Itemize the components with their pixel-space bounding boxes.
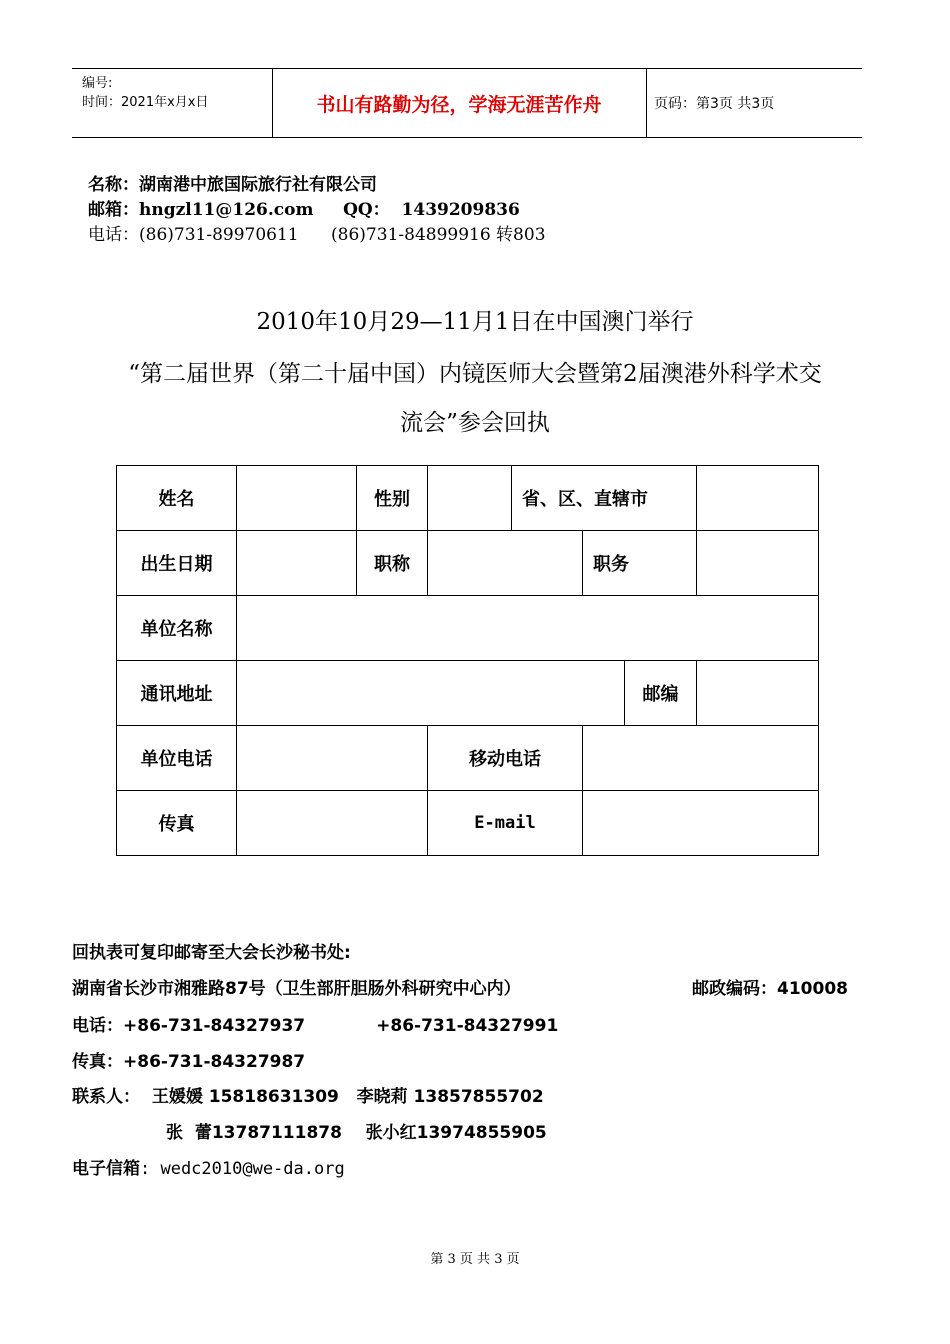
fax-line: 传真：+86-731-84327987 — [72, 1052, 306, 1072]
postal-code-line: 邮政编码：410008 — [692, 979, 848, 999]
label-region: 省、区、直辖市 — [512, 466, 697, 531]
qq-label: QQ： — [343, 200, 390, 220]
registration-form — [116, 465, 819, 856]
doc-title-line2: “第二届世界（第二十届中国）内镜医师大会暨第2届澳港外科学术交 — [128, 361, 822, 387]
label-name: 姓名 — [117, 466, 237, 531]
form-row — [117, 661, 819, 726]
email-line — [72, 1154, 345, 1179]
email-info-value[interactable]: : wedc2010@we-da.org — [140, 1159, 345, 1179]
form-row — [117, 466, 819, 531]
email-info-label: 电子信箱 — [72, 1159, 140, 1179]
header-time-label: 时间：2021年x月x日 — [82, 95, 209, 110]
company-email-line — [88, 195, 520, 220]
field-email[interactable] — [583, 791, 819, 856]
label-postcode: 邮编 — [625, 661, 697, 726]
label-birth-date: 出生日期 — [117, 531, 237, 596]
phone-line: 电话：+86-731-84327937 +86-731-84327991 — [72, 1016, 559, 1036]
header-motto: 书山有路勤为径，学海无涯苦作舟 — [272, 69, 647, 137]
field-position[interactable] — [697, 531, 819, 596]
company-name-line: 名称：湖南港中旅国际旅行社有限公司 — [88, 175, 377, 195]
field-postcode[interactable] — [697, 661, 819, 726]
label-position: 职务 — [583, 531, 697, 596]
qq-value: 1439209836 — [401, 200, 520, 220]
field-birth-date[interactable] — [237, 531, 357, 596]
field-gender[interactable] — [428, 466, 512, 531]
label-gender: 性别 — [357, 466, 428, 531]
contacts-line-2: 张 蕾13787111878 张小红13974855905 — [166, 1123, 547, 1143]
field-org-name[interactable] — [237, 596, 819, 661]
header-number-label: 编号: — [82, 76, 113, 91]
label-mobile: 移动电话 — [428, 726, 583, 791]
field-mobile[interactable] — [583, 726, 819, 791]
doc-title-line3: 流会”参会回执 — [400, 410, 550, 436]
label-fax: 传真 — [117, 791, 237, 856]
label-office-phone: 单位电话 — [117, 726, 237, 791]
mail-to-line: 回执表可复印邮寄至大会长沙秘书处: — [72, 943, 351, 963]
email-label: 邮箱： — [88, 200, 139, 220]
form-row — [117, 531, 819, 596]
header-page-info: 页码：第3页 共3页 — [654, 96, 775, 112]
form-row — [117, 791, 819, 856]
label-email: E-mail — [428, 791, 583, 856]
address-line: 湖南省长沙市湘雅路87号（卫生部肝胆肠外科研究中心内） — [72, 979, 521, 999]
field-fax[interactable] — [237, 791, 428, 856]
field-region[interactable] — [697, 466, 819, 531]
form-row — [117, 596, 819, 661]
contacts-line-1: 联系人： 王媛媛 15818631309 李晓莉 13857855702 — [72, 1087, 544, 1107]
form-row — [117, 726, 819, 791]
page-header — [72, 68, 862, 138]
label-title: 职称 — [357, 531, 428, 596]
label-address: 通讯地址 — [117, 661, 237, 726]
label-org-name: 单位名称 — [117, 596, 237, 661]
doc-title-line1: 2010年10月29—11月1日在中国澳门举行 — [256, 309, 694, 335]
email-value: hngzl11@126.com — [139, 200, 314, 220]
field-address[interactable] — [237, 661, 625, 726]
field-name[interactable] — [237, 466, 357, 531]
field-office-phone[interactable] — [237, 726, 428, 791]
field-title[interactable] — [428, 531, 583, 596]
header-meta — [72, 69, 273, 137]
company-phone-line: 电话：(86)731-89970611 (86)731-84899916 转803 — [88, 225, 546, 245]
page-footer: 第 3 页 共 3 页 — [430, 1252, 520, 1267]
